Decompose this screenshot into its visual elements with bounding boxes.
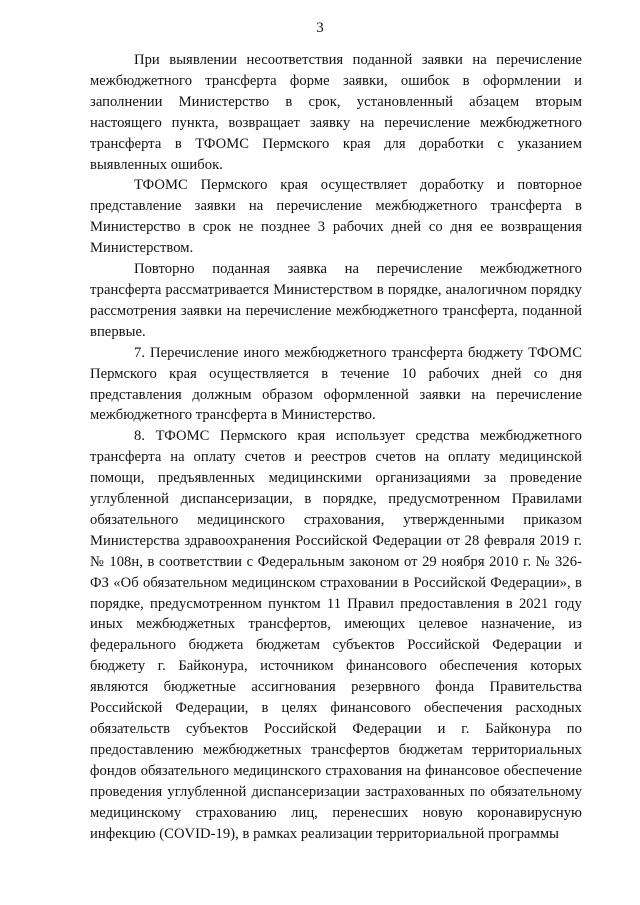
body-text <box>90 50 582 844</box>
paragraph-repeat-review: Повторно поданная заявка на перечисление межбюджетного трансферта рассматривается Министерством в порядке, аналогичном порядку рассмотрения заявки на перечисление межбюджетного трансферта, поданной впервые. <box>90 261 582 340</box>
paragraph-resubmission: ТФОМС Пермского края осуществляет доработку и повторное представление заявки на перечисление межбюджетного трансферта в Министерство в срок не позднее 3 рабочих дней со дня ее возвращения Министерством. <box>90 177 582 257</box>
paragraph-item-7: 7. Перечисление иного межбюджетного трансферта бюджету ТФОМС Пермского края осуществляется в течение 10 рабочих дней со дня представления должным образом оформленной заявки на перечисление межбюджетного трансферта в Министерство. <box>90 344 582 424</box>
page-number: 3 <box>316 20 324 36</box>
paragraph-return-application: При выявлении несоответствия поданной заявки на перечисление межбюджетного трансферта форме заявки, ошибок в оформлении и заполнении Министерство в срок, установленный абзацем вторым настоящего пункта, возвращает заявку на перечисление межбюджетного трансферта в ТФОМС Пермского края для доработки с указанием выявленных ошибок. <box>90 52 582 173</box>
paragraph-item-8: 8. ТФОМС Пермского края использует средства межбюджетного трансферта на оплату счетов и реестров счетов на оплату медицинской помощи, предъявленных медицинскими организациями за проведение углубленной диспансеризации, в порядке, предусмотренном Правилами обязательного медицинского страхования, утвержденными приказом Министерства здравоохранения Российской Федерации от 28 февраля 2019 г. № 108н, в соответствии с Федеральным законом от 29 ноября 2010 г. № 326-ФЗ «Об обязательном медицинском страховании в Российской Федерации», в порядке, предусмотренном пунктом 11 Правил предоставления в 2021 году иных межбюджетных трансфертов, имеющих целевое назначение, из федерального бюджета бюджетам субъектов Российской Федерации и бюджету г. Байконура, источником финансового обеспечения которых являются бюджетные ассигнования резервного фонда Правительства Российской Федерации, в целях финансового обеспечения расходных обязательств субъектов Российской Федерации и г. Байконура по предоставлению межбюджетных трансфертов бюджетам территориальных фондов обязательного медицинского страхования на финансовое обеспечение проведения углубленной диспансеризации застрахованных по обязательному медицинскому страхованию лиц, перенесших новую коронавирусную инфекцию (COVID-19), в рамках реализации территориальной программы <box>90 428 582 842</box>
